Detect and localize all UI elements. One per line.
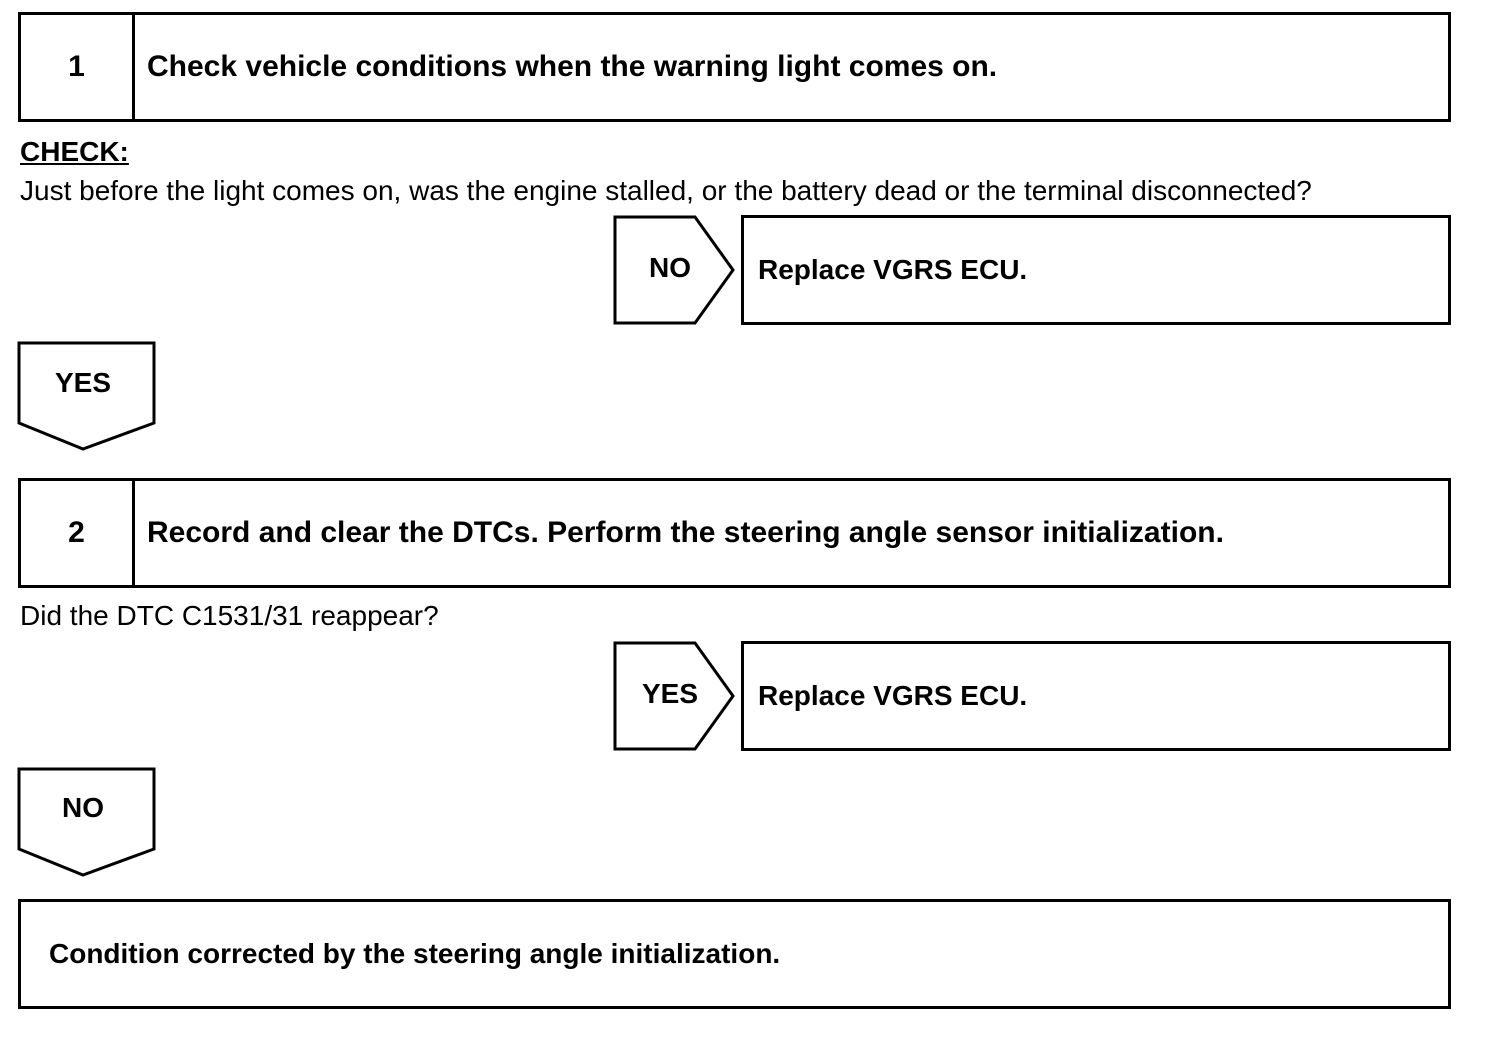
step-2-number: 2 <box>21 481 135 585</box>
final-result-text: Condition corrected by the steering angle initialization. <box>49 938 781 969</box>
step-1-number: 1 <box>21 15 135 119</box>
step-1-box <box>18 12 1451 122</box>
branch-no-2-label: NO <box>62 792 104 823</box>
step-2-title: Record and clear the DTCs. Perform the steering angle sensor initialization. <box>147 516 1224 549</box>
branch-yes-2-label: YES <box>641 678 699 709</box>
branch-yes-1-label: YES <box>54 367 112 398</box>
result-box-1 <box>741 215 1451 325</box>
step-2-box <box>18 478 1451 588</box>
step-2-question: Did the DTC C1531/31 reappear? <box>20 600 439 631</box>
step-1-title: Check vehicle conditions when the warning light comes on. <box>147 50 998 83</box>
result-1-text: Replace VGRS ECU. <box>758 254 1028 285</box>
result-2-text: Replace VGRS ECU. <box>758 680 1028 711</box>
branch-no-1-label: NO <box>649 252 691 283</box>
final-result-box <box>18 899 1451 1009</box>
result-box-2 <box>741 641 1451 751</box>
check-label: CHECK: <box>20 136 129 167</box>
step-1-question: Just before the light comes on, was the engine stalled, or the battery dead or the terminal disconnected? <box>20 175 1312 206</box>
